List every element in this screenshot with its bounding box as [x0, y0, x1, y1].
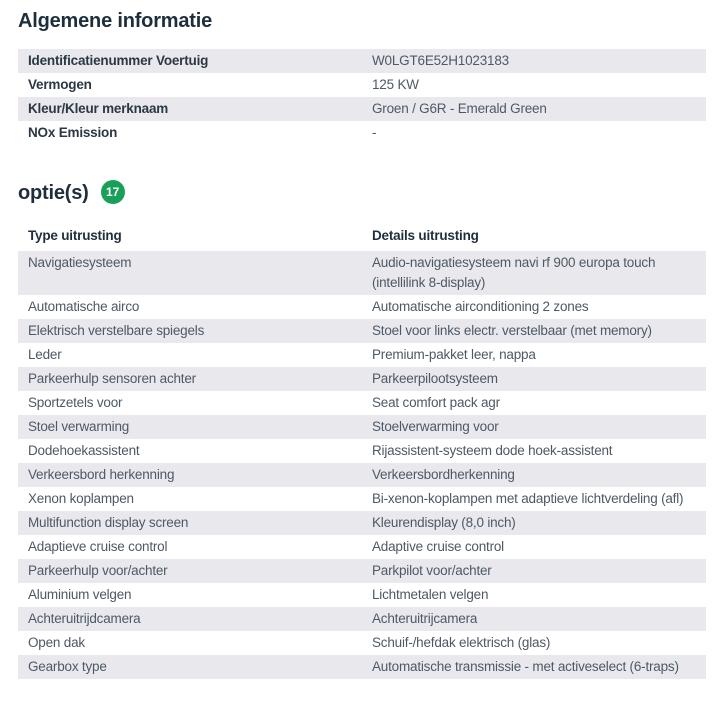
options-section	[18, 181, 706, 679]
option-type-cell: Adaptieve cruise control	[28, 539, 168, 554]
general-row-value: -	[372, 125, 377, 140]
option-type-cell: Multifunction display screen	[28, 515, 189, 530]
option-type-cell: Aluminium velgen	[28, 587, 132, 602]
table-row	[18, 97, 706, 121]
general-row-value: W0LGT6E52H1023183	[372, 53, 509, 68]
table-row	[18, 343, 706, 367]
table-row	[18, 367, 706, 391]
table-row	[18, 49, 706, 73]
general-row-label: Kleur/Kleur merknaam	[28, 101, 169, 116]
options-table-head	[18, 221, 706, 251]
general-info-title: Algemene informatie	[18, 10, 213, 32]
option-details-cell: Rijassistent-systeem dode hoek-assistent	[372, 443, 613, 458]
table-row	[18, 73, 706, 97]
column-header-type: Type uitrusting	[28, 228, 122, 243]
option-details-cell: Adaptive cruise control	[372, 539, 504, 554]
table-row	[18, 439, 706, 463]
option-type-cell: Gearbox type	[28, 659, 107, 674]
options-title: optie(s)	[18, 181, 89, 204]
table-row	[18, 511, 706, 535]
table-row	[18, 295, 706, 319]
table-row	[18, 319, 706, 343]
table-row	[18, 415, 706, 439]
general-table-body	[18, 49, 706, 145]
option-details-cell: Verkeersbordherkenning	[372, 467, 515, 482]
general-row-label: NOx Emission	[28, 125, 118, 140]
option-details-cell: Parkeerpilootsysteem	[372, 371, 498, 386]
option-details-cell: Automatische airconditioning 2 zones	[372, 299, 589, 314]
table-row	[18, 631, 706, 655]
option-type-cell: Leder	[28, 347, 62, 362]
option-details-cell: Audio-navigatiesysteem navi rf 900 europa touch (intellilink 8-display)	[372, 255, 656, 290]
option-details-cell: Achteruitrijcamera	[372, 611, 478, 626]
option-type-cell: Xenon koplampen	[28, 491, 134, 506]
table-row	[18, 121, 706, 145]
table-row	[18, 655, 706, 679]
option-details-cell: Stoel voor links electr. verstelbaar (met memory)	[372, 323, 652, 338]
option-details-cell: Parkpilot voor/achter	[372, 563, 492, 578]
option-details-cell: Stoelverwarming voor	[372, 419, 499, 434]
option-type-cell: Automatische airco	[28, 299, 140, 314]
column-header-details: Details uitrusting	[372, 228, 479, 243]
general-info-table	[18, 49, 706, 145]
general-row-value: 125 KW	[372, 77, 419, 92]
option-details-cell: Kleurendisplay (8,0 inch)	[372, 515, 516, 530]
table-row	[18, 251, 706, 295]
options-title-row	[18, 181, 706, 205]
option-details-cell: Schuif-/hefdak elektrisch (glas)	[372, 635, 551, 650]
option-details-cell: Bi-xenon-koplampen met adaptieve lichtverdeling (afl)	[372, 491, 684, 506]
option-details-cell: Automatische transmissie - met activeselect (6-traps)	[372, 659, 679, 674]
option-details-cell: Seat comfort pack agr	[372, 395, 500, 410]
option-type-cell: Parkeerhulp sensoren achter	[28, 371, 196, 386]
option-type-cell: Parkeerhulp voor/achter	[28, 563, 168, 578]
table-row	[18, 583, 706, 607]
option-type-cell: Navigatiesysteem	[28, 255, 132, 270]
general-info-section	[18, 10, 706, 145]
option-type-cell: Open dak	[28, 635, 85, 650]
option-type-cell: Sportzetels voor	[28, 395, 123, 410]
table-row	[18, 391, 706, 415]
options-table-body	[18, 251, 706, 679]
table-row	[18, 607, 706, 631]
general-row-label: Identificatienummer Voertuig	[28, 53, 209, 68]
options-count-badge: 17	[101, 180, 125, 204]
general-row-value: Groen / G6R - Emerald Green	[372, 101, 547, 116]
option-type-cell: Achteruitrijdcamera	[28, 611, 141, 626]
option-type-cell: Stoel verwarming	[28, 419, 130, 434]
option-type-cell: Verkeersbord herkenning	[28, 467, 175, 482]
option-type-cell: Elektrisch verstelbare spiegels	[28, 323, 205, 338]
options-header-row	[18, 221, 706, 251]
table-row	[18, 535, 706, 559]
general-row-label: Vermogen	[28, 77, 92, 92]
table-row	[18, 463, 706, 487]
table-row	[18, 559, 706, 583]
option-details-cell: Premium-pakket leer, nappa	[372, 347, 536, 362]
option-details-cell: Lichtmetalen velgen	[372, 587, 489, 602]
table-row	[18, 487, 706, 511]
option-type-cell: Dodehoekassistent	[28, 443, 140, 458]
options-table	[18, 221, 706, 679]
